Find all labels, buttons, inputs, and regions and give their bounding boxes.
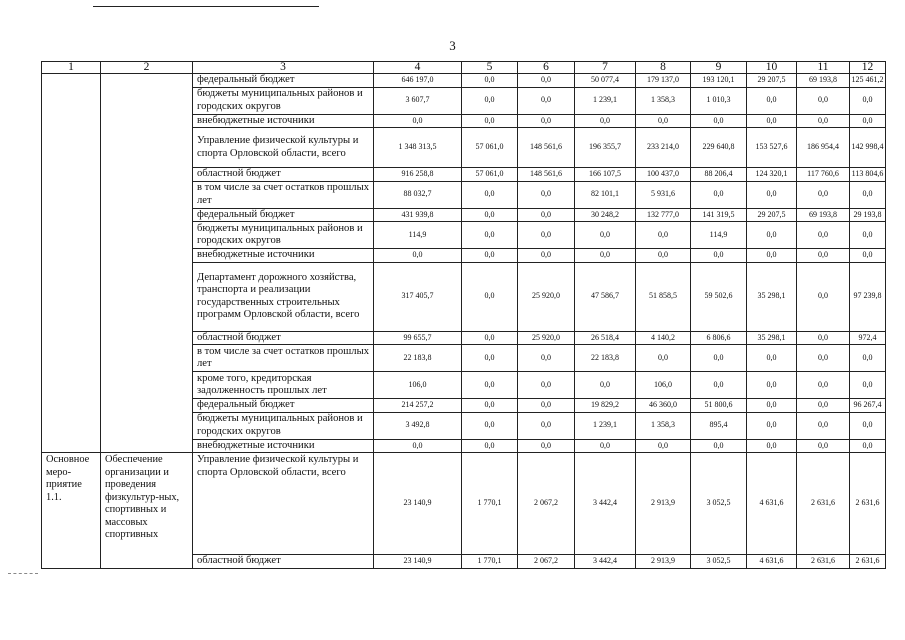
value-cell: 0,0: [797, 114, 850, 128]
value-cell: 0,0: [575, 249, 636, 263]
value-cell: 0,0: [462, 249, 518, 263]
value-cell: 6 806,6: [691, 331, 747, 345]
row-label: в том числе за счет остатков прошлых лет: [193, 181, 374, 208]
value-cell: 3 052,5: [691, 555, 747, 569]
table-row: [42, 74, 886, 88]
row-label: Управление физической культуры и спорта Орловской области, всего: [193, 453, 374, 555]
value-cell: 0,0: [374, 114, 462, 128]
value-cell: 69 193,8: [797, 208, 850, 222]
value-cell: 0,0: [850, 345, 886, 372]
value-cell: 51 858,5: [636, 262, 691, 331]
value-cell: 117 760,6: [797, 168, 850, 182]
value-cell: 0,0: [462, 74, 518, 88]
row-label: федеральный бюджет: [193, 208, 374, 222]
value-cell: 0,0: [462, 208, 518, 222]
value-cell: 0,0: [747, 439, 797, 453]
value-cell: 916 258,8: [374, 168, 462, 182]
value-cell: 99 655,7: [374, 331, 462, 345]
value-cell: 148 561,6: [518, 128, 575, 168]
value-cell: 0,0: [691, 439, 747, 453]
value-cell: 0,0: [462, 412, 518, 439]
value-cell: 1 770,1: [462, 555, 518, 569]
value-cell: 2 631,6: [850, 555, 886, 569]
value-cell: 431 939,8: [374, 208, 462, 222]
value-cell: 0,0: [518, 222, 575, 249]
value-cell: 0,0: [462, 262, 518, 331]
value-cell: 972,4: [850, 331, 886, 345]
page-number: 3: [449, 38, 456, 53]
row-label: внебюджетные источники: [193, 249, 374, 263]
value-cell: 69 193,8: [797, 74, 850, 88]
value-cell: 196 355,7: [575, 128, 636, 168]
value-cell: 0,0: [374, 249, 462, 263]
table-row: [42, 453, 886, 555]
value-cell: 0,0: [797, 345, 850, 372]
row-label: областной бюджет: [193, 331, 374, 345]
value-cell: 51 800,6: [691, 399, 747, 413]
row-label: областной бюджет: [193, 555, 374, 569]
row-label: бюджеты муниципальных районов и городских округов: [193, 412, 374, 439]
value-cell: 0,0: [850, 412, 886, 439]
value-cell: 46 360,0: [636, 399, 691, 413]
value-cell: 0,0: [575, 439, 636, 453]
value-cell: 0,0: [797, 331, 850, 345]
value-cell: 35 298,1: [747, 262, 797, 331]
value-cell: 0,0: [797, 412, 850, 439]
value-cell: 0,0: [518, 372, 575, 399]
budget-table-wrap: [41, 61, 885, 569]
value-cell: 0,0: [518, 439, 575, 453]
value-cell: 148 561,6: [518, 168, 575, 182]
value-cell: 229 640,8: [691, 128, 747, 168]
value-cell: 0,0: [747, 412, 797, 439]
value-cell: 0,0: [636, 439, 691, 453]
value-cell: 29 193,8: [850, 208, 886, 222]
value-cell: 3 442,4: [575, 555, 636, 569]
value-cell: 179 137,0: [636, 74, 691, 88]
value-cell: 35 298,1: [747, 331, 797, 345]
value-cell: 0,0: [797, 181, 850, 208]
value-cell: 0,0: [747, 222, 797, 249]
value-cell: 4 631,6: [747, 555, 797, 569]
value-cell: 23 140,9: [374, 453, 462, 555]
value-cell: 0,0: [850, 181, 886, 208]
value-cell: 193 120,1: [691, 74, 747, 88]
table-body: [42, 74, 886, 569]
header-cell: 5: [462, 62, 518, 74]
value-cell: 47 586,7: [575, 262, 636, 331]
value-cell: 2 631,6: [850, 453, 886, 555]
budget-table: [41, 61, 886, 569]
value-cell: 214 257,2: [374, 399, 462, 413]
value-cell: 0,0: [691, 114, 747, 128]
value-cell: 0,0: [747, 249, 797, 263]
value-cell: 0,0: [575, 372, 636, 399]
value-cell: 0,0: [462, 399, 518, 413]
row-label: федеральный бюджет: [193, 74, 374, 88]
top-rule: [93, 6, 319, 7]
value-cell: 0,0: [462, 222, 518, 249]
value-cell: 113 804,6: [850, 168, 886, 182]
value-cell: 0,0: [747, 345, 797, 372]
value-cell: 125 461,2: [850, 74, 886, 88]
value-cell: 0,0: [797, 399, 850, 413]
value-cell: 0,0: [462, 181, 518, 208]
value-cell: 0,0: [636, 222, 691, 249]
value-cell: 97 239,8: [850, 262, 886, 331]
value-cell: 2 067,2: [518, 453, 575, 555]
value-cell: 0,0: [747, 399, 797, 413]
value-cell: 3 492,8: [374, 412, 462, 439]
value-cell: 0,0: [462, 331, 518, 345]
row-label: внебюджетные источники: [193, 114, 374, 128]
value-cell: 4 631,6: [747, 453, 797, 555]
value-cell: 0,0: [797, 262, 850, 331]
header-row: [42, 62, 886, 74]
value-cell: 3 607,7: [374, 87, 462, 114]
value-cell: 0,0: [518, 87, 575, 114]
value-cell: 57 061,0: [462, 168, 518, 182]
value-cell: 22 183,8: [575, 345, 636, 372]
value-cell: 0,0: [575, 114, 636, 128]
value-cell: 0,0: [797, 439, 850, 453]
value-cell: 0,0: [636, 249, 691, 263]
value-cell: 0,0: [850, 249, 886, 263]
header-cell: 6: [518, 62, 575, 74]
value-cell: 317 405,7: [374, 262, 462, 331]
value-cell: 646 197,0: [374, 74, 462, 88]
value-cell: 50 077,4: [575, 74, 636, 88]
value-cell: 1 348 313,5: [374, 128, 462, 168]
value-cell: 0,0: [575, 222, 636, 249]
value-cell: 114,9: [691, 222, 747, 249]
value-cell: 23 140,9: [374, 555, 462, 569]
value-cell: 0,0: [691, 249, 747, 263]
value-cell: 0,0: [850, 439, 886, 453]
value-cell: 0,0: [462, 372, 518, 399]
value-cell: 106,0: [636, 372, 691, 399]
value-cell: 0,0: [518, 114, 575, 128]
header-cell: 7: [575, 62, 636, 74]
value-cell: 88 206,4: [691, 168, 747, 182]
value-cell: 0,0: [691, 181, 747, 208]
value-cell: 1 239,1: [575, 87, 636, 114]
value-cell: 22 183,8: [374, 345, 462, 372]
value-cell: 0,0: [850, 114, 886, 128]
value-cell: 2 067,2: [518, 555, 575, 569]
value-cell: 141 319,5: [691, 208, 747, 222]
header-cell: 2: [101, 62, 193, 74]
header-cell: 4: [374, 62, 462, 74]
row-label: кроме того, кредиторская задолженность прошлых лет: [193, 372, 374, 399]
value-cell: 0,0: [797, 222, 850, 249]
value-cell: 0,0: [691, 345, 747, 372]
value-cell: 1 358,3: [636, 87, 691, 114]
value-cell: 0,0: [747, 181, 797, 208]
value-cell: 0,0: [636, 114, 691, 128]
row-label: бюджеты муниципальных районов и городских округов: [193, 87, 374, 114]
value-cell: 186 954,4: [797, 128, 850, 168]
measure-number: Основное меро-приятие 1.1.: [42, 453, 101, 569]
value-cell: 0,0: [850, 87, 886, 114]
value-cell: 0,0: [518, 181, 575, 208]
value-cell: 96 267,4: [850, 399, 886, 413]
value-cell: 1 010,3: [691, 87, 747, 114]
value-cell: 0,0: [462, 439, 518, 453]
value-cell: 114,9: [374, 222, 462, 249]
header-cell: 12: [850, 62, 886, 74]
value-cell: 2 913,9: [636, 453, 691, 555]
value-cell: 2 631,6: [797, 453, 850, 555]
row-label: в том числе за счет остатков прошлых лет: [193, 345, 374, 372]
value-cell: 3 442,4: [575, 453, 636, 555]
row-label: Управление физической культуры и спорта Орловской области, всего: [193, 128, 374, 168]
empty-col1-cell: [42, 74, 101, 453]
header-cell: 10: [747, 62, 797, 74]
value-cell: 0,0: [850, 372, 886, 399]
row-label: федеральный бюджет: [193, 399, 374, 413]
value-cell: 124 320,1: [747, 168, 797, 182]
value-cell: 1 239,1: [575, 412, 636, 439]
value-cell: 1 358,3: [636, 412, 691, 439]
row-label: внебюджетные источники: [193, 439, 374, 453]
value-cell: 30 248,2: [575, 208, 636, 222]
value-cell: 82 101,1: [575, 181, 636, 208]
value-cell: 29 207,5: [747, 208, 797, 222]
value-cell: 142 998,4: [850, 128, 886, 168]
value-cell: 100 437,0: [636, 168, 691, 182]
value-cell: 132 777,0: [636, 208, 691, 222]
value-cell: 0,0: [797, 249, 850, 263]
value-cell: 4 140,2: [636, 331, 691, 345]
header-cell: 1: [42, 62, 101, 74]
value-cell: 2 913,9: [636, 555, 691, 569]
value-cell: 0,0: [518, 399, 575, 413]
value-cell: 0,0: [374, 439, 462, 453]
value-cell: 153 527,6: [747, 128, 797, 168]
value-cell: 895,4: [691, 412, 747, 439]
value-cell: 0,0: [462, 114, 518, 128]
row-label: областной бюджет: [193, 168, 374, 182]
value-cell: 57 061,0: [462, 128, 518, 168]
value-cell: 166 107,5: [575, 168, 636, 182]
value-cell: 29 207,5: [747, 74, 797, 88]
value-cell: 0,0: [691, 372, 747, 399]
value-cell: 0,0: [747, 87, 797, 114]
value-cell: 88 032,7: [374, 181, 462, 208]
value-cell: 0,0: [518, 345, 575, 372]
value-cell: 19 829,2: [575, 399, 636, 413]
value-cell: 0,0: [462, 87, 518, 114]
value-cell: 0,0: [462, 345, 518, 372]
measure-name: Обеспечение организации и проведения физкультур-ных, спортивных и массовых спортивных: [101, 453, 193, 569]
value-cell: 0,0: [747, 372, 797, 399]
value-cell: 0,0: [518, 74, 575, 88]
value-cell: 1 770,1: [462, 453, 518, 555]
scan-mark: [8, 573, 38, 574]
value-cell: 26 518,4: [575, 331, 636, 345]
value-cell: 25 920,0: [518, 331, 575, 345]
value-cell: 0,0: [518, 249, 575, 263]
value-cell: 2 631,6: [797, 555, 850, 569]
header-cell: 3: [193, 62, 374, 74]
value-cell: 106,0: [374, 372, 462, 399]
header-cell: 11: [797, 62, 850, 74]
value-cell: 0,0: [797, 87, 850, 114]
value-cell: 3 052,5: [691, 453, 747, 555]
header-cell: 8: [636, 62, 691, 74]
value-cell: 5 931,6: [636, 181, 691, 208]
empty-col2-cell: [101, 74, 193, 453]
value-cell: 0,0: [518, 412, 575, 439]
value-cell: 0,0: [850, 222, 886, 249]
row-label: бюджеты муниципальных районов и городских округов: [193, 222, 374, 249]
row-label: Департамент дорожного хозяйства, транспорта и реализации государственных строительных программ Орловской области, всего: [193, 262, 374, 331]
value-cell: 0,0: [518, 208, 575, 222]
value-cell: 59 502,6: [691, 262, 747, 331]
value-cell: 0,0: [636, 345, 691, 372]
value-cell: 0,0: [747, 114, 797, 128]
value-cell: 25 920,0: [518, 262, 575, 331]
header-cell: 9: [691, 62, 747, 74]
value-cell: 0,0: [797, 372, 850, 399]
value-cell: 233 214,0: [636, 128, 691, 168]
